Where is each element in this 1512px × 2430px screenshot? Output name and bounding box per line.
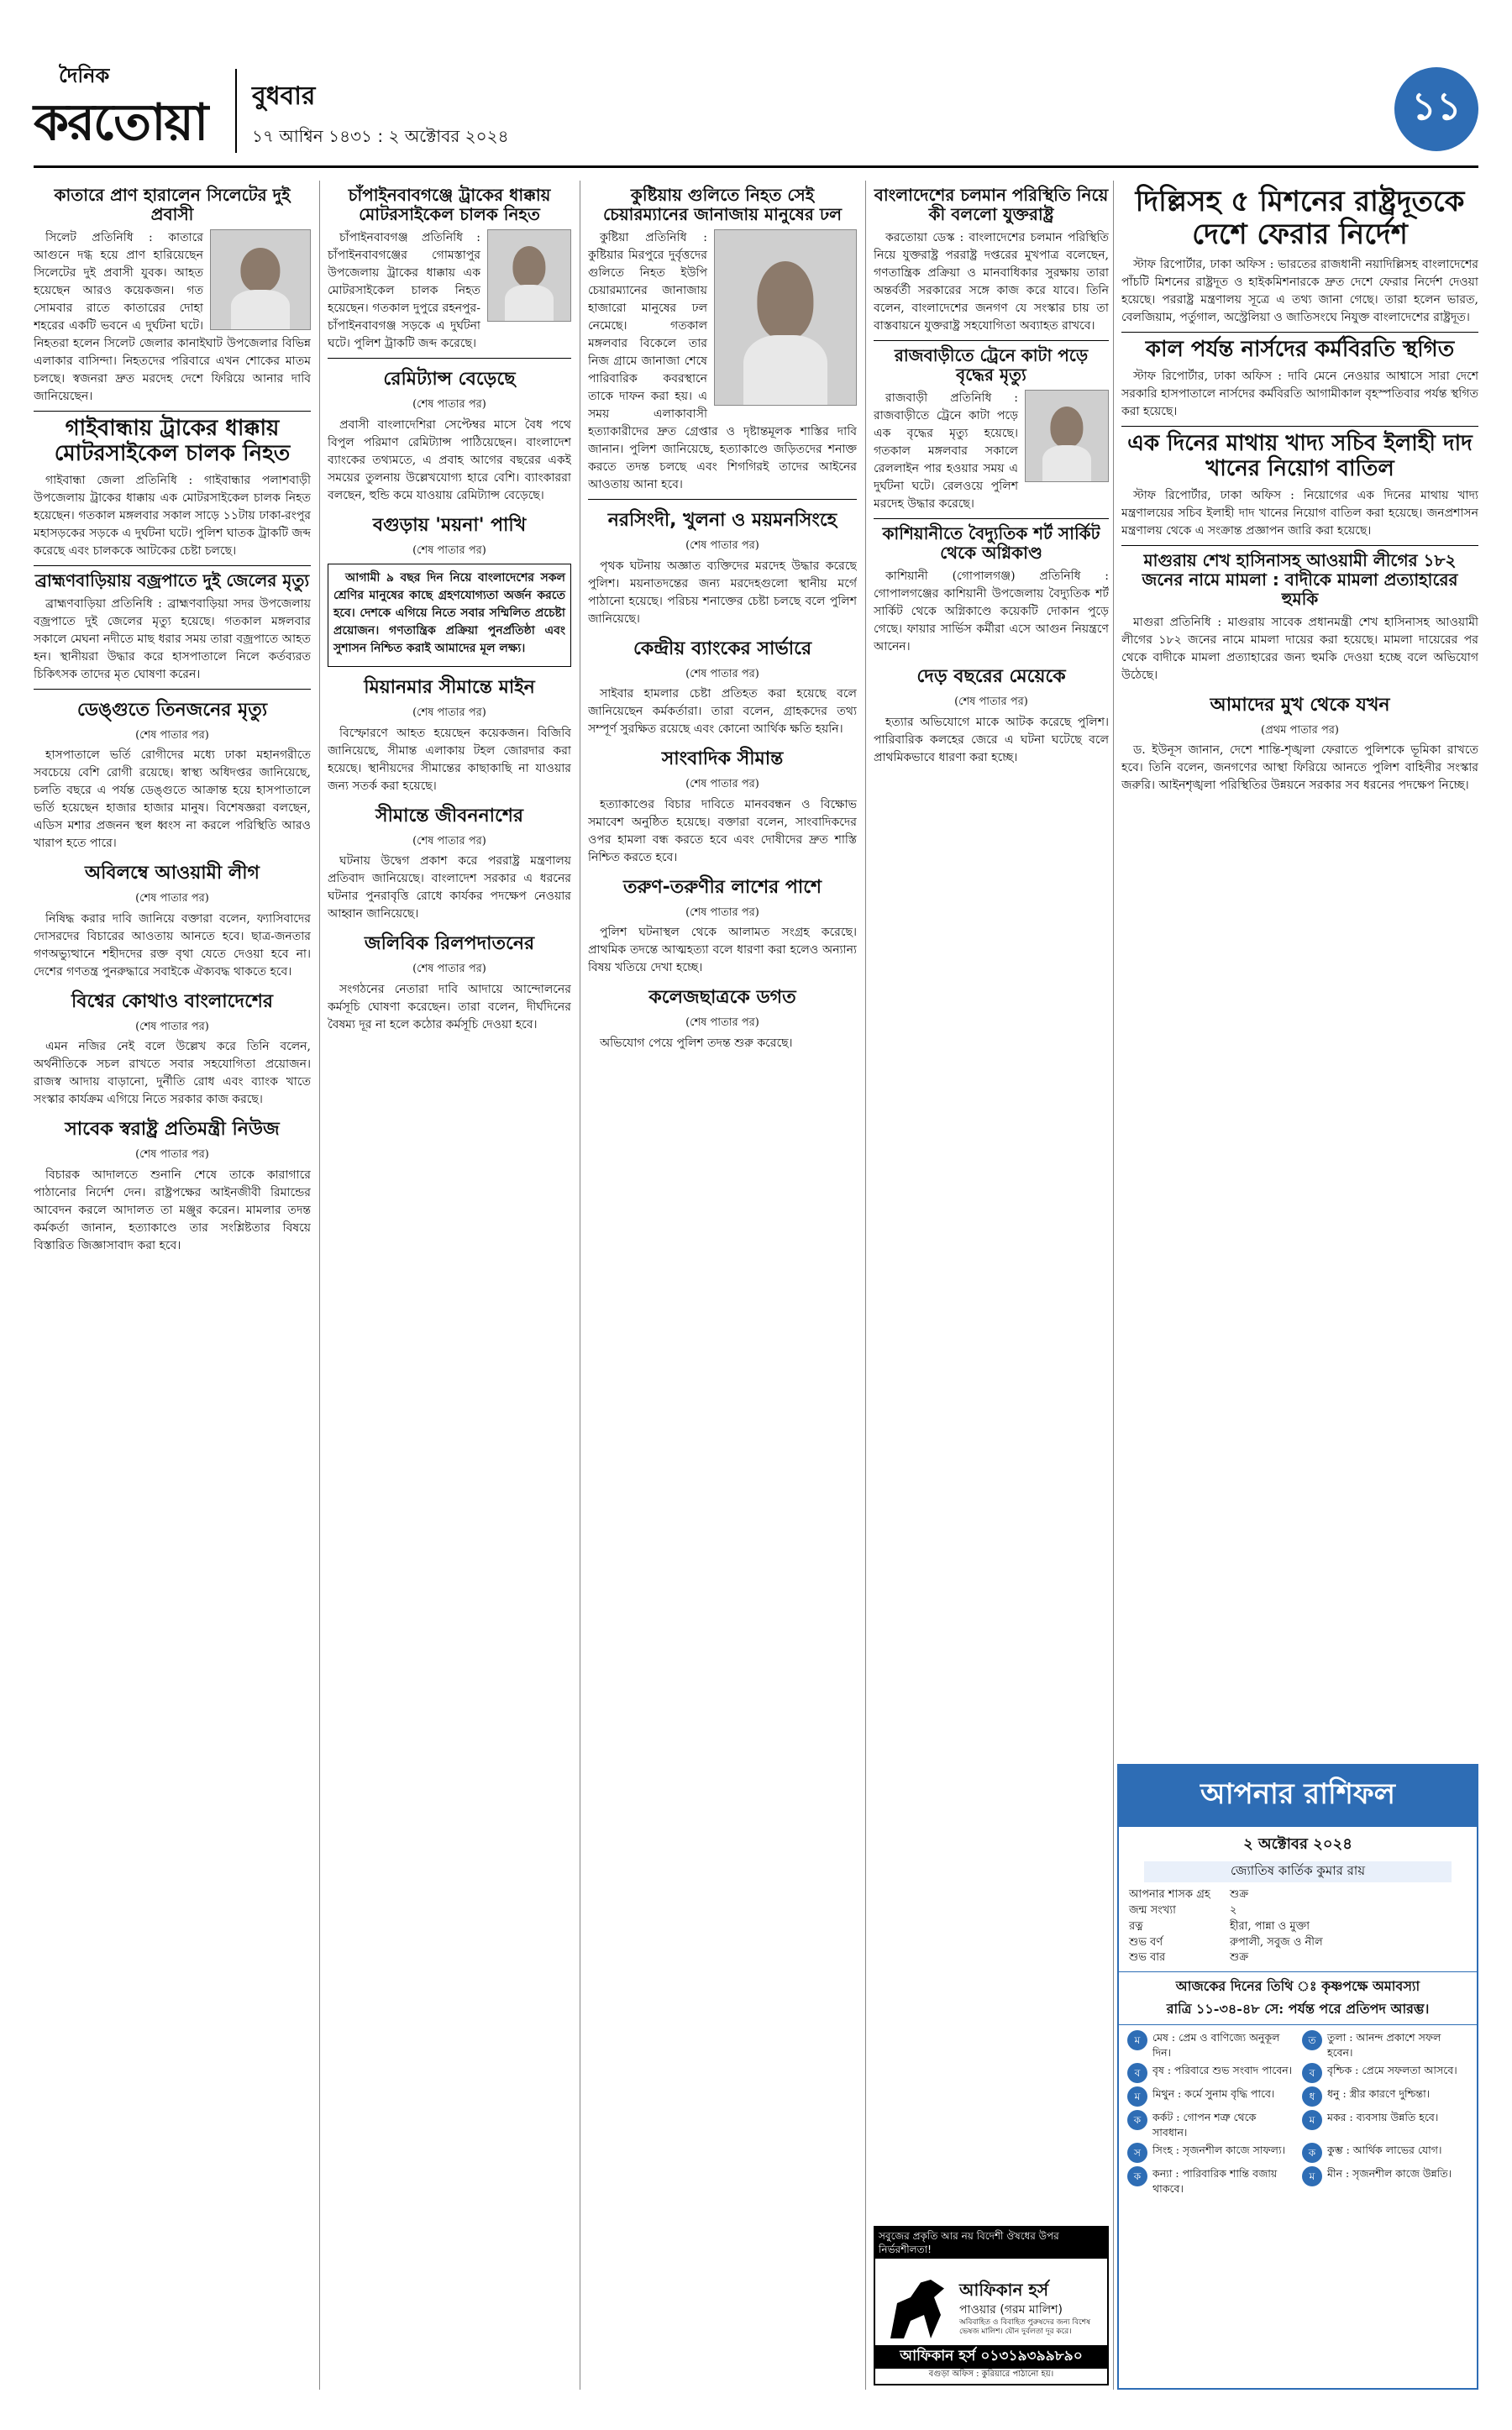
zodiac-text: মীন : সৃজনশীল কাজে উন্নতি। <box>1327 2167 1452 2181</box>
logo-small: দৈনিক <box>59 64 110 87</box>
headline: দিল্লিসহ ৫ মিশনের রাষ্ট্রদূতকে দেশে ফেরার নির্দেশ <box>1135 185 1465 252</box>
zodiac-signs <box>1119 2025 1477 2201</box>
continued-label: (শেষ পাতার পর) <box>685 905 759 919</box>
article-text: প্রবাসী বাংলাদেশিরা সেপ্টেম্বর মাসে বৈধ পথে বিপুল পরিমাণ রেমিট্যান্স পাঠিয়েছেন। বাংলাদেশ ব্যাংকের তথ্যমতে, এ প্রবাহ আগের বছরের একই সময়ের তুলনায় উল্লেখযোগ্য হারে বেশি। ব্যাংকাররা বলছেন, হুন্ডি কমে যাওয়ায় রেমিট্যান্স বেড়েছে। <box>328 417 571 502</box>
article-text: স্টাফ রিপোর্টার, ঢাকা অফিস : নিয়োগের এক দিনের মাথায় খাদ্য মন্ত্রণালয়ের সচিব ইলাহী দাদ খানের নিয়োগ বাতিল করা হয়েছে। জনপ্রশাসন মন্ত্রণালয় থেকে এ সংক্রান্ত প্রজ্ঞাপন জারি করা হয়েছে। <box>1121 488 1478 538</box>
article-text: এমন নজির নেই বলে উল্লেখ করে তিনি বলেন, অর্থনীতিকে সচল রাখতে সবার সহযোগিতা প্রয়োজন। রাজস্ব আদায় বাড়ানো, দুর্নীতি রোধ এবং ব্যাংক খাতে সংস্কার কার্যক্রম এগিয়ে নিতে সরকার কাজ করছে। <box>34 1040 311 1107</box>
headline: রাজবাড়ীতে ট্রেনে কাটা পড়ে বৃদ্ধের মৃত্যু <box>894 345 1089 385</box>
article-text: ড. ইউনূস জানান, দেশে শান্তি-শৃঙ্খলা ফেরাতে পুলিশকে ভূমিকা রাখতে হবে। তিনি বলেন, জনগণের আস্থা ফিরিয়ে আনতে পুলিশ বাহিনীর সংস্কার জরুরি। আইনশৃঙ্খলা পরিস্থিতির উন্নয়নে সরকার সব ধরনের পদক্ষেপ নিচ্ছে। <box>1121 743 1478 793</box>
newspaper-logo <box>34 59 218 160</box>
zodiac-sign-item <box>1302 2166 1468 2196</box>
zodiac-sign-item <box>1302 2030 1468 2060</box>
zodiac-text: সিংহ : সৃজনশীল কাজে সাফল্য। <box>1152 2144 1286 2157</box>
article-text: হত্যাকাণ্ডের বিচার দাবিতে মানববন্ধন ও বিক্ষোভ সমাবেশ অনুষ্ঠিত হয়েছে। বক্তারা বলেন, সাংবাদিকদের ওপর হামলা বন্ধ করতে হবে এবং দোষীদের দ্রুত শাস্তি নিশ্চিত করতে হবে। <box>588 797 857 864</box>
continued-label: (শেষ পাতার পর) <box>412 834 486 848</box>
zodiac-icon: ম <box>1302 2166 1322 2186</box>
column-3 <box>588 181 857 2390</box>
headline: অবিলম্বে আওয়ামী লীগ <box>85 863 260 884</box>
headline: সাংবাদিক সীমান্ত <box>661 748 784 769</box>
zodiac-sign-item <box>1127 2030 1294 2060</box>
headline: দেড় বছরের মেয়েকে <box>916 666 1066 687</box>
zodiac-text: কুম্ভ : আর্থিক লাভের যোগ। <box>1327 2144 1442 2157</box>
article-text: বিস্ফোরণে আহত হয়েছেন কয়েকজন। বিজিবি জানিয়েছে, সীমান্ত এলাকায় টহল জোরদার করা হয়েছে। স্থানীয়দের সীমান্তের কাছাকাছি না যাওয়ার জন্য সতর্ক করা হয়েছে। <box>328 726 571 793</box>
headline: গাইবান্ধায় ট্রাকের ধাক্কায় মোটরসাইকেল চালক নিহত <box>54 416 291 466</box>
ad-tagline: সবুজের প্রকৃতি আর নয় বিদেশী ঔষধের উপর নির্ভরশীলতা! <box>875 2228 1107 2259</box>
boxed-article <box>328 564 571 667</box>
headline: কেন্দ্রীয় ব্যাংকের সার্ভারে <box>633 638 812 659</box>
zodiac-text: বৃষ : পরিবারে শুভ সংবাদ পাবেন। <box>1152 2064 1293 2077</box>
headline: তরুণ-তরুণীর লাশের পাশে <box>622 876 822 898</box>
horoscope-box <box>1117 1764 1478 2390</box>
article-text: নিষিদ্ধ করার দাবি জানিয়ে বক্তারা বলেন, ফ্যাসিবাদের দোসরদের বিচারের আওতায় আনতে হবে। ছাত্র-জনতার গণঅভ্যুত্থানে শহীদদের রক্ত বৃথা যেতে দেওয়া হবে না। দেশের গণতন্ত্র পুনরুদ্ধারে সবাইকে ঐক্যবদ্ধ থাকতে হবে। <box>34 911 311 979</box>
article-text: গাইবান্ধা জেলা প্রতিনিধি : গাইবান্ধার পলাশবাড়ী উপজেলায় ট্রাকের ধাক্কায় এক মোটরসাইকেল চালক নিহত হয়েছেন। গতকাল মঙ্গলবার সকাল সাড়ে ১১টায় ঢাকা-রংপুর মহাসড়কের সড়কে এ দুর্ঘটনা ঘটে। পুলিশ ঘাতক ট্রাকটি জব্দ করেছে এবং চালককে আটকের চেষ্টা চলছে। <box>34 473 311 558</box>
article-text: অভিযোগ পেয়ে পুলিশ তদন্ত শুরু করেছে। <box>600 1036 793 1050</box>
article-text: পুলিশ ঘটনাস্থল থেকে আলামত সংগ্রহ করেছে। প্রাথমিক তদন্তে আত্মহত্যা বলে ধারণা করা হলেও অন্যান্য বিষয় খতিয়ে দেখা হচ্ছে। <box>588 926 857 974</box>
article-text: করতোয়া ডেস্ক : বাংলাদেশের চলমান পরিস্থিতি নিয়ে যুক্তরাষ্ট্র পররাষ্ট্র দপ্তরের মুখপাত্র বলেছেন, গণতান্ত্রিক প্রক্রিয়া ও মানবাধিকার সুরক্ষায় তারা অন্তর্বর্তী সরকারের সঙ্গে কাজ করে যাবে। তিনি বলেন, বাংলাদেশের জনগণ যে সংস্কার চায় তা বাস্তবায়নে যুক্তরাষ্ট্র সহযোগিতা অব্যাহত রাখবে। <box>874 231 1109 333</box>
article-text: সিলেট প্রতিনিধি : কাতারে আগুনে দগ্ধ হয়ে প্রাণ হারিয়েছেন সিলেটের দুই প্রবাসী যুবক। আহত হয়েছেন আরও কয়েকজন। গত সোমবার রাতে কাতারের দোহা শহরের একটি ভবনে এ দুর্ঘটনা ঘটে। নিহতরা হলেন সিলেট জেলার কানাইঘাট উপজেলার বিভিন্ন এলাকার বাসিন্দা। নিহতদের পরিবারে এখন শোকের মাতম চলছে। স্বজনরা দ্রুত মরদেহ দেশে ফিরিয়ে আনার দাবি জানিয়েছেন। <box>34 231 311 403</box>
tithi-title: আজকের দিনের তিথি ঃ কৃষ্ণপক্ষে অমাবস্যা <box>1175 1978 1420 1995</box>
column-1 <box>34 181 311 2390</box>
column-5 <box>1121 181 1478 1751</box>
headline: সীমান্তে জীবননাশের <box>375 805 523 827</box>
zodiac-sign-item <box>1127 2166 1294 2196</box>
horoscope-row: রত্ন হীরা, পান্না ও মুক্তা <box>1129 1919 1310 1933</box>
article-text: পৃথক ঘটনায় অজ্ঞাত ব্যক্তিদের মরদেহ উদ্ধার করেছে পুলিশ। ময়নাতদন্তের জন্য মরদেহগুলো স্থানীয় মর্গে পাঠানো হয়েছে। পরিচয় শনাক্তের চেষ্টা চলছে বলে পুলিশ জানিয়েছে। <box>588 559 857 626</box>
article-text: রাজবাড়ী প্রতিনিধি : রাজবাড়ীতে ট্রেনে কাটা পড়ে এক বৃদ্ধের মৃত্যু হয়েছে। গতকাল মঙ্গলবার সকালে রেললাইন পার হওয়ার সময় এ দুর্ঘটনা ঘটে। রেলওয়ে পুলিশ মরদেহ উদ্ধার করেছে। <box>874 391 1018 511</box>
column-rule <box>319 181 320 2390</box>
article-text: কাশিয়ানী (গোপালগঞ্জ) প্রতিনিধি : গোপালগঞ্জের কাশিয়ানী উপজেলায় বৈদ্যুতিক শর্ট সার্কিট থেকে অগ্নিকাণ্ডে কয়েকটি দোকান পুড়ে গেছে। ফায়ার সার্ভিস কর্মীরা এসে আগুন নিয়ন্ত্রণে আনেন। <box>874 569 1109 653</box>
headline: রেমিট্যান্স বেড়েছে <box>383 369 516 390</box>
zodiac-text: কন্যা : পারিবারিক শান্তি বজায় থাকবে। <box>1152 2167 1278 2195</box>
headline: নরসিংদী, খুলনা ও ময়মনসিংহে <box>607 510 837 531</box>
news-photo <box>714 229 857 406</box>
zodiac-sign-item <box>1127 2063 1294 2083</box>
zodiac-icon: ম <box>1127 2030 1147 2050</box>
zodiac-sign-item <box>1127 2110 1294 2139</box>
zodiac-icon: ক <box>1127 2110 1147 2130</box>
continued-label: (শেষ পাতার পর) <box>412 398 486 411</box>
logo-big: করতোয়া <box>34 93 207 152</box>
headline: সাবেক স্বরাষ্ট্র প্রতিমন্ত্রী নিউজ <box>65 1119 280 1141</box>
headline: আমাদের মুখ থেকে যখন <box>1210 694 1390 716</box>
date-line: ১৭ আশ্বিন ১৪৩১ : ২ অক্টোবর ২০২৪ <box>252 126 509 146</box>
headline: কুষ্টিয়ায় গুলিতে নিহত সেই চেয়ারম্যানের জানাজায় মানুষের ঢল <box>602 185 843 224</box>
zodiac-icon: ব <box>1302 2063 1322 2083</box>
zodiac-text: তুলা : আনন্দ প্রকাশে সফল হবেন। <box>1327 2031 1441 2059</box>
masthead-divider <box>235 69 237 153</box>
ad-address: বগুড়া অফিস : কুরিয়ারে পাঠানো হয়। <box>928 2370 1054 2379</box>
zodiac-icon: ম <box>1127 2086 1147 2107</box>
ad-brand: আফিকান হর্স <box>959 2280 1049 2300</box>
headline: কাতারে প্রাণ হারালেন সিলেটের দুই প্রবাসী <box>54 185 291 224</box>
horoscope-row: জন্ম সংখ্যা ২ <box>1129 1903 1237 1917</box>
horoscope-row: শুভ বার শুক্র <box>1129 1951 1249 1965</box>
zodiac-icon: ধ <box>1302 2086 1322 2107</box>
zodiac-text: ধনু : স্ত্রীর কারণে দুশ্চিন্তা। <box>1327 2087 1431 2101</box>
horoscope-author: জ্যোতিষ কার্তিক কুমার রায় <box>1144 1861 1452 1882</box>
zodiac-sign-item <box>1127 2143 1294 2163</box>
zodiac-sign-item <box>1127 2086 1294 2107</box>
ad-product: পাওয়ার (গরম মালিশ) <box>959 2303 1063 2317</box>
article-text: স্টাফ রিপোর্টার, ঢাকা অফিস : দাবি মেনে নেওয়ার আশ্বাসে সারা দেশে সরকারি হাসপাতালে নার্সদের কর্মবিরতি আগামীকাল বৃহস্পতিবার পর্যন্ত স্থগিত করা হয়েছে। <box>1121 370 1478 419</box>
page-number-badge: ১১ <box>1394 67 1478 151</box>
zodiac-icon: ম <box>1302 2110 1322 2130</box>
continued-label: (শেষ পাতার পর) <box>685 778 759 790</box>
day-name: বুধবার <box>252 81 316 111</box>
ad-info: অবিবাহিত ও বিবাহিত পুরুষদের জন্য বিশেষ ভেষজ মালিশ। যৌন দুর্বলতা দূর করে। <box>959 2318 1091 2337</box>
column-rule <box>1113 181 1114 2390</box>
zodiac-text: মকর : ব্যবসায় উন্নতি হবে। <box>1327 2111 1439 2124</box>
continued-label: (শেষ পাতার পর) <box>135 728 209 742</box>
column-2 <box>328 181 571 2390</box>
headline: বিশ্বের কোথাও বাংলাদেশের <box>71 990 274 1012</box>
article-text: ঘটনায় উদ্বেগ প্রকাশ করে পররাষ্ট্র মন্ত্রণালয় প্রতিবাদ জানিয়েছে। বাংলাদেশ সরকার এ ধরনের ঘটনার পুনরাবৃত্তি রোধে কার্যকর পদক্ষেপ নেওয়ার আহ্বান জানিয়েছে। <box>328 854 571 921</box>
zodiac-text: মিথুন : কর্মে সুনাম বৃদ্ধি পাবে। <box>1152 2087 1275 2101</box>
zodiac-sign-item <box>1302 2086 1468 2107</box>
zodiac-sign-item <box>1302 2143 1468 2163</box>
tithi-subtitle: রাত্রি ১১-৩৪-৪৮ সে: পর্যন্ত পরে প্রতিপদ আরম্ভ। <box>1166 2001 1430 2018</box>
column-rule <box>865 181 866 2390</box>
horoscope-title: আপনার রাশিফল <box>1119 1766 1477 1827</box>
headline: কাশিয়ানীতে বৈদ্যুতিক শর্ট সার্কিট থেকে অগ্নিকাণ্ড <box>882 523 1100 563</box>
zodiac-icon: স <box>1127 2143 1147 2163</box>
column-4 <box>874 181 1109 2213</box>
headline: মিয়ানমার সীমান্তে মাইন <box>364 677 535 698</box>
article-text: সংগঠনের নেতারা দাবি আদায়ে আন্দোলনের কর্মসূচি ঘোষণা করেছেন। তারা বলেন, দীর্ঘদিনের বৈষম্য দূর না হলে কঠোর কর্মসূচি দেওয়া হবে। <box>328 982 571 1031</box>
zodiac-icon: ক <box>1302 2143 1322 2163</box>
headline: জলিবিক রিলপদাতনের <box>364 933 535 954</box>
article-text: সাইবার হামলার চেষ্টা প্রতিহত করা হয়েছে বলে জানিয়েছেন কর্মকর্তারা। তারা বলেন, গ্রাহকদের তথ্য সম্পূর্ণ সুরক্ষিত রয়েছে এবং কোনো আর্থিক ক্ষতি হয়নি। <box>588 687 857 736</box>
news-photo <box>1025 390 1109 482</box>
news-photo <box>487 229 571 322</box>
article-text: কুষ্টিয়া প্রতিনিধি : কুষ্টিয়ার মিরপুরে দুর্বৃত্তদের গুলিতে নিহত ইউপি চেয়ারম্যানের জানাজায় হাজারো মানুষের ঢল নেমেছে। গতকাল মঙ্গলবার বিকেলে তার নিজ গ্রামে জানাজা শেষে পারিবারিক কবরস্থানে তাকে দাফন করা হয়। এ সময় এলাকাবাসী হত্যাকারীদের দ্রুত গ্রেপ্তার ও দৃষ্টান্তমূলক শাস্তির দাবি জানান। পুলিশ জানিয়েছে, হত্যাকাণ্ডে জড়িতদের শনাক্ত করতে তদন্ত চলছে এবং শিগগিরই তাদের আইনের আওতায় আনা হবে। <box>588 231 857 491</box>
article-text: হাসপাতালে ভর্তি রোগীদের মধ্যে ঢাকা মহানগরীতে সবচেয়ে বেশি রোগী রয়েছে। স্বাস্থ্য অধিদপ্তর জানিয়েছে, চলতি বছরে এ পর্যন্ত ডেঙ্গুতে আক্রান্ত হয়ে হাসপাতালে ভর্তি হয়েছেন হাজার হাজার মানুষ। বিশেষজ্ঞরা বলছেন, এডিস মশার প্রজনন স্থল ধ্বংস না করলে পরিস্থিতি আরও খারাপ হতে পারে। <box>34 748 311 851</box>
headline: মাগুরায় শেখ হাসিনাসহ আওয়ামী লীগের ১৮২ জনের নামে মামলা : বাদীকে মামলা প্রত্যাহারের হুমকি <box>1142 549 1458 609</box>
headline: বাংলাদেশের চলমান পরিস্থিতি নিয়ে কী বললো যুক্তরাষ্ট্র <box>874 185 1109 224</box>
headline: বগুড়ায় 'ময়না' পাখি <box>372 514 527 536</box>
continued-label: (শেষ পাতার পর) <box>685 539 759 552</box>
continued-label: (শেষ পাতার পর) <box>135 1148 209 1162</box>
zodiac-sign-item <box>1302 2110 1468 2139</box>
zodiac-sign-item <box>1302 2063 1468 2083</box>
continued-label: (শেষ পাতার পর) <box>412 543 486 557</box>
continued-label: (শেষ পাতার পর) <box>685 1016 759 1029</box>
horoscope-row: আপনার শাসক গ্রহ শুক্র <box>1129 1888 1249 1901</box>
continued-label: (শেষ পাতার পর) <box>954 695 1028 708</box>
continued-label: (শেষ পাতার পর) <box>412 706 486 719</box>
article-text: চাঁপাইনবাবগঞ্জ প্রতিনিধি : চাঁপাইনবাবগঞ্জের গোমস্তাপুর উপজেলায় ট্রাকের ধাক্কায় এক মোটরসাইকেল চালক নিহত হয়েছেন। গতকাল দুপুরে রহনপুর-চাঁপাইনবাবগঞ্জ সড়কে এ দুর্ঘটনা ঘটে। পুলিশ ট্রাকটি জব্দ করেছে। <box>328 231 480 350</box>
continued-label: (শেষ পাতার পর) <box>685 667 759 680</box>
advertisement <box>874 2226 1109 2385</box>
continued-label: (শেষ পাতার পর) <box>135 1020 209 1033</box>
zodiac-icon: ব <box>1127 2063 1147 2083</box>
headline: ব্রাহ্মণবাড়িয়ায় বজ্রপাতে দুই জেলের মৃত্যু <box>34 569 310 590</box>
article-text: বিচারক আদালতে শুনানি শেষে তাকে কারাগারে পাঠানোর নির্দেশ দেন। রাষ্ট্রপক্ষের আইনজীবী রিমান্ডের আবেদন করলে আদালত তা মঞ্জুর করেন। মামলার তদন্ত কর্মকর্তা জানান, হত্যাকাণ্ডে তার সংশ্লিষ্টতার বিষয়ে বিস্তারিত জিজ্ঞাসাবাদ করা হবে। <box>34 1168 311 1252</box>
continued-label: (প্রথম পাতার পর) <box>1261 723 1339 737</box>
article-text: স্টাফ রিপোর্টার, ঢাকা অফিস : ভারতের রাজধানী নয়াদিল্লিসহ বাংলাদেশের পাঁচটি মিশনের রাষ্ট্রদূত ও হাইকমিশনারকে দ্রুত দেশে ফেরার নির্দেশ দেওয়া হয়েছে। পররাষ্ট্র মন্ত্রণালয় সূত্রে এ তথ্য জানা গেছে। তারা হলেন ভারত, বেলজিয়াম, পর্তুগাল, অস্ট্রেলিয়া ও জাতিসংঘে নিযুক্ত বাংলাদেশের রাষ্ট্রদূত। <box>1121 258 1478 325</box>
article-text: আগামী ৯ বছর দিন নিয়ে বাংলাদেশের সকল শ্রেণির মানুষের কাছে গ্রহণযোগ্যতা অর্জন করতে হবে। দেশকে এগিয়ে নিতে সবার সম্মিলিত প্রচেষ্টা প্রয়োজন। গণতান্ত্রিক প্রক্রিয়া পুনর্প্রতিষ্ঠা এবং সুশাসন নিশ্চিত করাই আমাদের মূল লক্ষ্য। <box>333 571 565 655</box>
horse-icon <box>884 2280 951 2338</box>
ad-phone: আফিকান হর্স ০১৩১৯৩৯৯৮৯০ <box>875 2345 1107 2369</box>
headline: কলেজছাত্রকে ডগত <box>648 987 796 1008</box>
headline: কাল পর্যন্ত নার্সদের কর্মবিরতি স্থগিত <box>1145 337 1455 363</box>
headline: ডেঙ্গুতে তিনজনের মৃত্যু <box>76 699 268 721</box>
article-text: মাগুরা প্রতিনিধি : মাগুরায় সাবেক প্রধানমন্ত্রী শেখ হাসিনাসহ আওয়ামী লীগের ১৮২ জনের নামে মামলা দায়ের করা হয়েছে। মামলা দায়েরের পর থেকে বাদীকে মামলা প্রত্যাহারের জন্য হুমকি দেওয়া হচ্ছে বলে অভিযোগ উঠেছে। <box>1121 615 1478 682</box>
horoscope-row: শুভ বর্ণ রুপালী, সবুজ ও নীল <box>1129 1935 1323 1949</box>
horoscope-date: ২ অক্টোবর ২০২৪ <box>1243 1835 1352 1853</box>
zodiac-text: কর্কট : গোপন শত্রু থেকে সাবধান। <box>1152 2111 1257 2139</box>
zodiac-icon: ত <box>1302 2030 1322 2050</box>
headline: চাঁপাইনবাবগঞ্জে ট্রাকের ধাক্কায় মোটরসাইকেল চালক নিহত <box>348 185 551 224</box>
article-text: হত্যার অভিযোগে মাকে আটক করেছে পুলিশ। পারিবারিক কলহের জেরে এ ঘটনা ঘটেছে বলে প্রাথমিকভাবে ধারণা করা হচ্ছে। <box>874 715 1109 764</box>
zodiac-text: বৃশ্চিক : প্রেমে সফলতা আসবে। <box>1327 2064 1457 2077</box>
continued-label: (শেষ পাতার পর) <box>135 892 209 905</box>
article-text: ব্রাহ্মণবাড়িয়া প্রতিনিধি : ব্রাহ্মণবাড়িয়া সদর উপজেলায় বজ্রপাতে দুই জেলের মৃত্যু হয়েছে। গতকাল মঙ্গলবার সকালে মেঘনা নদীতে মাছ ধরার সময় তারা বজ্রপাতে আহত হন। স্থানীয়রা উদ্ধার করে হাসপাতালে নিলে কর্তব্যরত চিকিৎসক তাদের মৃত ঘোষণা করেন। <box>34 596 311 681</box>
masthead <box>34 59 1478 168</box>
horoscope-table <box>1129 1887 1467 1966</box>
headline: এক দিনের মাথায় খাদ্য সচিব ইলাহী দাদ খানের নিয়োগ বাতিল <box>1127 431 1473 481</box>
tithi-info <box>1119 1971 1477 2025</box>
continued-label: (শেষ পাতার পর) <box>412 963 486 975</box>
zodiac-icon: ক <box>1127 2166 1147 2186</box>
zodiac-text: মেষ : প্রেম ও বাণিজ্যে অনুকূল দিন। <box>1152 2031 1280 2059</box>
news-photo <box>210 229 311 330</box>
